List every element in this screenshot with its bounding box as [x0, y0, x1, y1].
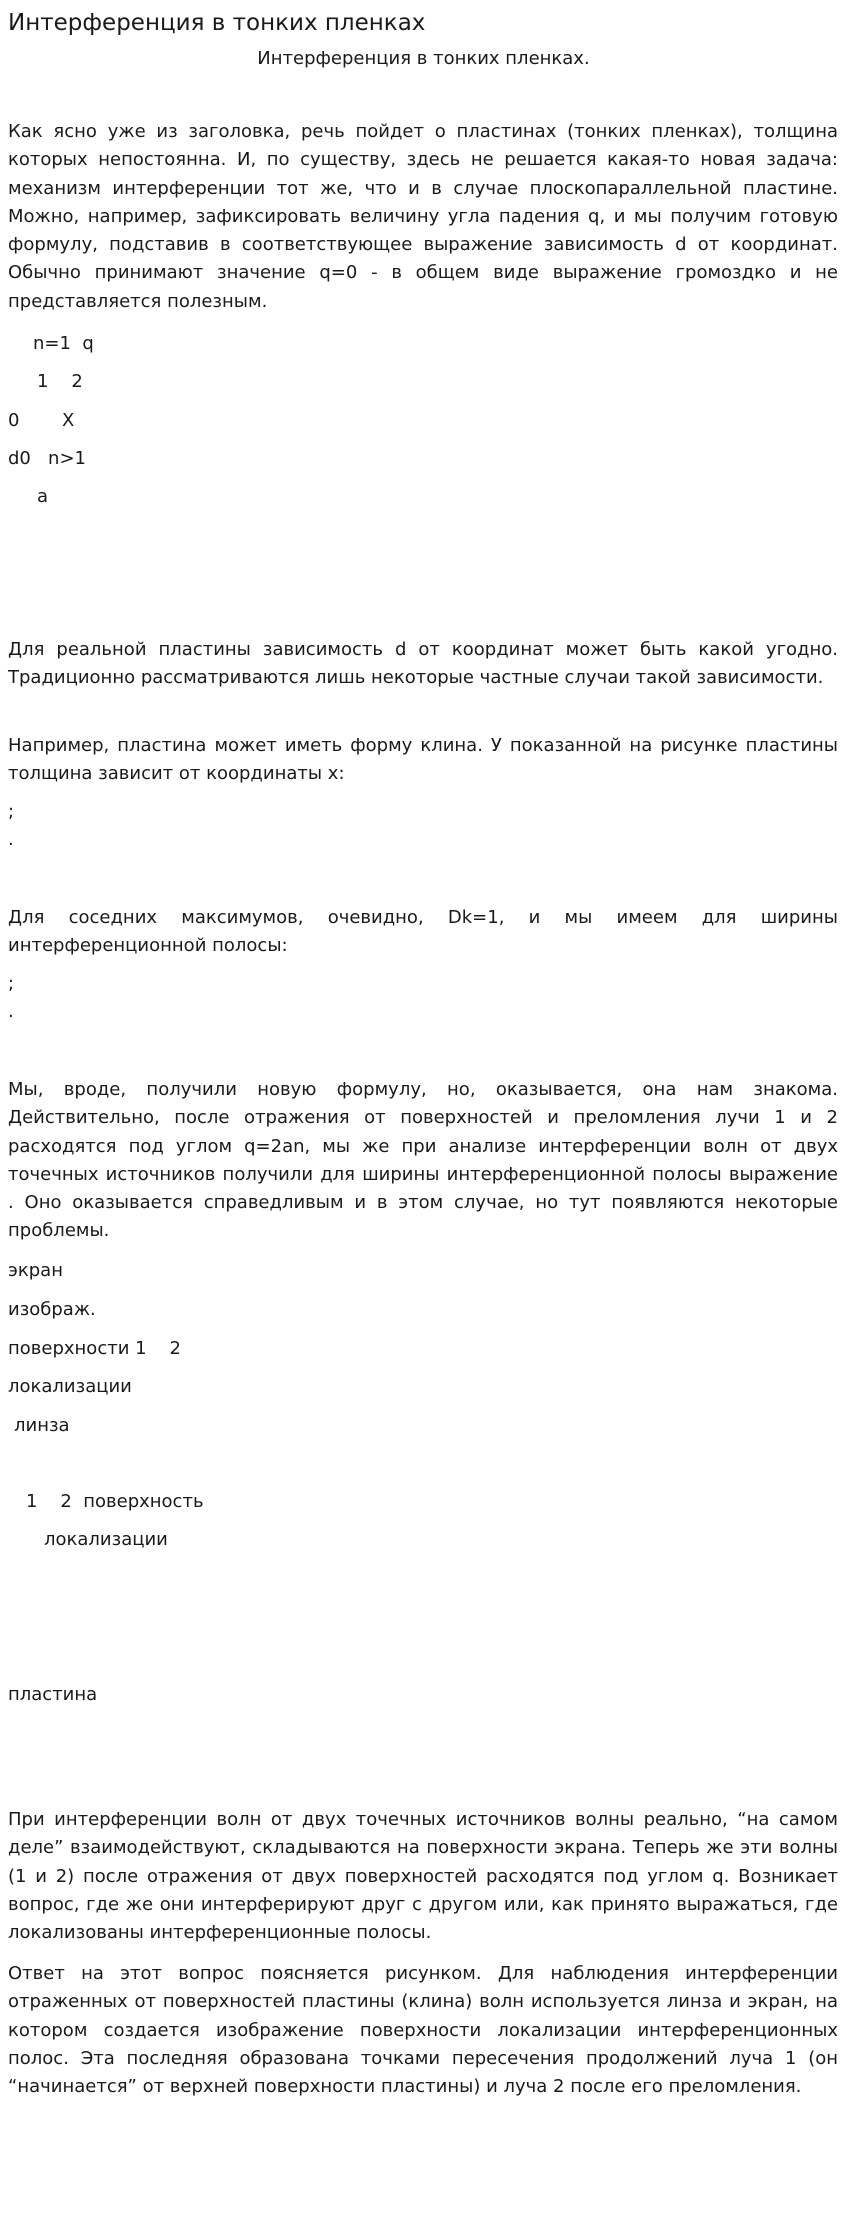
figure-label-0: 0: [8, 410, 20, 431]
figure-label-n1-q: n=1 q: [33, 333, 94, 354]
figure-label-localization-2: локализации: [44, 1529, 168, 1550]
formula-placeholder-1: ;: [8, 801, 15, 822]
figure-label-a: a: [37, 486, 49, 507]
figure-label-surfaces: поверхности 1 2: [8, 1338, 181, 1359]
paragraph-two-sources: При интерференции волн от двух точечных источников волны реально, “на самом деле” взаимодействуют, складываются на поверхности экрана. Теперь же эти волны (1 и 2) после отражения от двух поверхностей расходятся под углом q. Возникает вопрос, где же они интерферируют друг с другом или, как принято выражаться, где локализованы интерференционные полосы.: [8, 1809, 838, 1944]
figure-label-d0: d0 n>1: [8, 448, 86, 469]
figure-label-screen: экран: [8, 1260, 63, 1281]
figure-label-lens: линза: [14, 1415, 70, 1436]
paragraph-real-plate: Для реальной пластины зависимость d от координат может быть какой угодно. Традиционно рассматриваются лишь некоторые частные случаи такой зависимости.: [8, 639, 838, 689]
figure-label-image: изображ.: [8, 1299, 96, 1320]
formula-placeholder-3: ;: [8, 973, 15, 994]
paragraph-answer: Ответ на этот вопрос поясняется рисунком. Для наблюдения интерференции отраженных от поверхностей пластины (клина) волн используется линза и экран, на котором создается изображение поверхности локализации интерференционных полос. Эта последняя образована точками пересечения продолжений луча 1 (он “начинается” от верхней поверхности пластины) и луча 2 после его преломления.: [8, 1963, 838, 2098]
figure-label-x: X: [62, 410, 75, 431]
figure-label-surface: 1 2 поверхность: [26, 1491, 204, 1512]
paragraph-neighbor-maxima: Для соседних максимумов, очевидно, Dk=1, и мы имеем для ширины интерференционной полосы:: [8, 907, 838, 957]
figure-label-plate: пластина: [8, 1684, 98, 1705]
figure-label-1-2: 1 2: [37, 371, 83, 392]
document-subtitle: Интерференция в тонких пленках.: [257, 48, 590, 69]
paragraph-intro: Как ясно уже из заголовка, речь пойдет о пластинах (тонких пленках), толщина которых непостоянна. И, по существу, здесь не решается какая-то новая задача: механизм интерференции тот же, что и в случае плоскопараллельной пластине. Можно, например, зафиксировать величину угла падения q, и мы получим готовую формулу, подставив в соответствующее выражение зависимость d от координат. Обычно принимают значение q=0 - в общем виде выражение громоздко и не представляется полезным.: [8, 121, 838, 312]
figure-label-localization: локализации: [8, 1376, 132, 1397]
formula-placeholder-2: .: [8, 829, 14, 850]
page-title: Интерференция в тонких пленках: [8, 10, 426, 36]
formula-placeholder-4: .: [8, 1001, 14, 1022]
paragraph-new-formula: Мы, вроде, получили новую формулу, но, оказывается, она нам знакома. Действительно, после отражения от поверхностей и преломления лучи 1 и 2 расходятся под углом q=2an, мы же при анализе интерференции волн от двух точечных источников получили для ширины интерференционной полосы выражение . Оно оказывается справедливым и в этом случае, но тут появляются некоторые проблемы.: [8, 1079, 838, 1242]
paragraph-wedge: Например, пластина может иметь форму клина. У показанной на рисунке пластины толщина зависит от координаты x:: [8, 735, 838, 785]
